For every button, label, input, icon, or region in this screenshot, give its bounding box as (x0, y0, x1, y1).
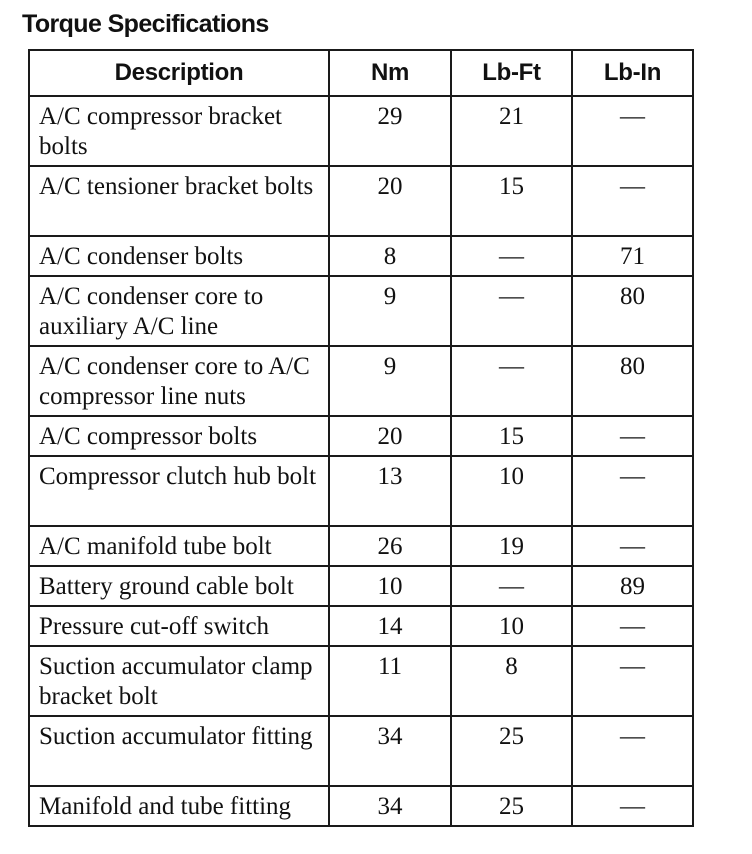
table-row (29, 606, 693, 646)
lb-in-cell: — (572, 716, 693, 786)
lb-ft-cell: 25 (451, 786, 572, 826)
table-row (29, 346, 693, 416)
lb-in-cell: — (572, 786, 693, 826)
table-row (29, 526, 693, 566)
nm-cell: 34 (329, 786, 451, 826)
lb-in-cell: — (572, 606, 693, 646)
lb-ft-cell: 10 (451, 606, 572, 646)
table-row (29, 416, 693, 456)
nm-cell: 14 (329, 606, 451, 646)
table-row (29, 166, 693, 236)
lb-in-cell: 89 (572, 566, 693, 606)
description-cell: A/C tensioner bracket bolts (29, 166, 329, 236)
lb-in-cell: 80 (572, 276, 693, 346)
nm-cell: 26 (329, 526, 451, 566)
lb-in-cell: 71 (572, 236, 693, 276)
table-row (29, 716, 693, 786)
description-cell: Manifold and tube fitting (29, 786, 329, 826)
page-title: Torque Specifications (22, 10, 269, 38)
lb-in-cell: — (572, 416, 693, 456)
table-row (29, 646, 693, 716)
nm-cell: 8 (329, 236, 451, 276)
lb-in-cell: — (572, 96, 693, 166)
lb-ft-cell: 8 (451, 646, 572, 716)
nm-cell: 20 (329, 166, 451, 236)
torque-spec-table (28, 49, 694, 827)
nm-cell: 13 (329, 456, 451, 526)
lb-ft-cell: — (451, 236, 572, 276)
description-cell: A/C condenser core to A/C compressor line nuts (29, 346, 329, 416)
table-row (29, 96, 693, 166)
description-cell: Battery ground cable bolt (29, 566, 329, 606)
lb-in-cell: 80 (572, 346, 693, 416)
lb-ft-cell: 21 (451, 96, 572, 166)
lb-ft-cell: 15 (451, 166, 572, 236)
lb-ft-cell: — (451, 566, 572, 606)
nm-cell: 10 (329, 566, 451, 606)
table-row (29, 456, 693, 526)
lb-ft-cell: 10 (451, 456, 572, 526)
table-row (29, 236, 693, 276)
column-header-lb-ft: Lb-Ft (451, 50, 572, 96)
nm-cell: 20 (329, 416, 451, 456)
nm-cell: 9 (329, 276, 451, 346)
lb-ft-cell: 15 (451, 416, 572, 456)
lb-ft-cell: 19 (451, 526, 572, 566)
lb-in-cell: — (572, 646, 693, 716)
description-cell: Suction accumulator clamp bracket bolt (29, 646, 329, 716)
nm-cell: 11 (329, 646, 451, 716)
column-header-lb-in: Lb-In (572, 50, 693, 96)
lb-in-cell: — (572, 456, 693, 526)
description-cell: A/C manifold tube bolt (29, 526, 329, 566)
lb-ft-cell: — (451, 346, 572, 416)
column-header-nm: Nm (329, 50, 451, 96)
description-cell: A/C compressor bracket bolts (29, 96, 329, 166)
lb-ft-cell: — (451, 276, 572, 346)
nm-cell: 29 (329, 96, 451, 166)
lb-ft-cell: 25 (451, 716, 572, 786)
nm-cell: 34 (329, 716, 451, 786)
description-cell: Suction accumulator fitting (29, 716, 329, 786)
table-row (29, 566, 693, 606)
description-cell: Compressor clutch hub bolt (29, 456, 329, 526)
description-cell: Pressure cut-off switch (29, 606, 329, 646)
column-header-description: Description (29, 50, 329, 96)
description-cell: A/C compressor bolts (29, 416, 329, 456)
table-header-row (29, 50, 693, 96)
description-cell: A/C condenser core to auxiliary A/C line (29, 276, 329, 346)
lb-in-cell: — (572, 166, 693, 236)
nm-cell: 9 (329, 346, 451, 416)
lb-in-cell: — (572, 526, 693, 566)
description-cell: A/C condenser bolts (29, 236, 329, 276)
table-row (29, 276, 693, 346)
table-row (29, 786, 693, 826)
